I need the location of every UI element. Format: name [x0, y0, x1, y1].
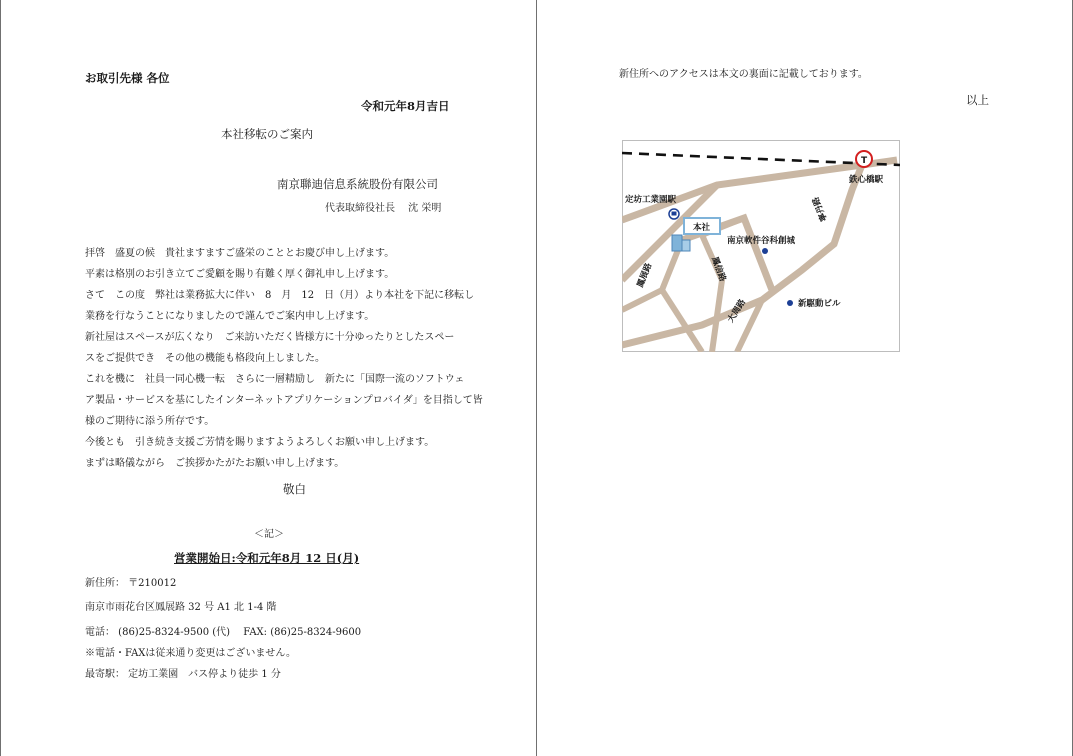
addressee: お取引先様 各位	[85, 71, 170, 85]
poi-label-software-valley: 南京軟件谷科創城	[727, 236, 796, 246]
nearest-station: 最寄駅： 定坊工業園 バス停より徒歩 1 分	[85, 669, 281, 680]
body-line: 拝啓 盛夏の候 貴社ますますご盛栄のこととお慶び申し上げます。	[85, 248, 395, 259]
representative-name: 代表取締役社長 沈 栄明	[325, 203, 442, 214]
building-icon	[672, 235, 682, 251]
body-line: 平素は格別のお引き立てご愛顧を賜り有難く厚く御礼申し上げます。	[85, 269, 395, 280]
end-mark: 以上	[966, 93, 989, 107]
body-line: スをご提供でき その他の機能も格段向上しました。	[85, 353, 325, 364]
body-line: 新社屋はスペースが広くなり ご来訪いただく皆様方に十分ゆったりとしたスペー	[85, 332, 455, 343]
road-label-dazhou: 大周路	[726, 297, 749, 325]
phone-fax-note: ※電話・FAXは従来通り変更はございません。	[85, 648, 297, 659]
station-label-tiexinqiao: 鉄心橋駅	[849, 175, 884, 185]
document-subject: 本社移転のご案内	[221, 127, 313, 141]
access-map-svg	[622, 140, 900, 352]
document-page-right	[537, 0, 1073, 756]
phone-fax: 電話： (86)25-8324-9500 (代) FAX: (86)25-8324-9600	[85, 627, 362, 638]
access-note: 新住所へのアクセスは本文の裏面に記載しております。	[619, 69, 868, 80]
poi-dot-icon	[787, 300, 793, 306]
company-name: 南京聯迪信息系統股份有限公司	[277, 177, 438, 191]
body-line: 今後とも 引き続き支援ご芳情を賜りますようよろしくお願い申し上げます。	[85, 437, 435, 448]
station-label-dingfang: 定坊工業園駅	[625, 195, 677, 205]
headquarters-label: 本社	[693, 223, 711, 233]
body-line: まずは略儀ながら ご挨拶かたがたお願い申し上げます。	[85, 458, 345, 469]
poi-label-xinqudong: 新駆動ビル	[798, 299, 841, 309]
road-label-ningdan: 寧丹路	[810, 195, 830, 223]
closing-phrase: 敬白	[283, 482, 306, 496]
record-heading: ＜記＞	[254, 529, 284, 540]
building-icon-annex	[682, 240, 690, 251]
body-line: 業務を行なうことになりましたので謹んでご案内申し上げます。	[85, 311, 375, 322]
body-line: 様のご期待に添う所存です。	[85, 416, 215, 427]
road-label-fengzhan: 鳳展路	[635, 261, 655, 290]
bus-stop-glyph	[672, 212, 677, 216]
body-line: これを機に 社員一同心機一転 さらに一層精励し 新たに「国際一流のソフトウェ	[85, 374, 465, 385]
metro-symbol: T	[861, 156, 868, 166]
new-postal-code: 新住所： 〒210012	[85, 578, 177, 589]
new-address: 南京市雨花台区鳳展路 32 号 A1 北 1-4 階	[85, 602, 277, 613]
body-line: さて この度 弊社は業務拡大に伴い 8 月 12 日（月）より本社を下記に移転し	[85, 290, 475, 301]
road-label-fengxin: 鳳信路	[709, 255, 728, 284]
access-map	[622, 140, 900, 352]
body-line: ア製品・サービスを基にしたインターネットアプリケーションプロバイダ」を目指して皆	[85, 395, 483, 406]
issue-date: 令和元年8月吉日	[361, 99, 450, 113]
poi-dot-icon	[762, 248, 768, 254]
business-start-date: 営業開始日:令和元年8月 12 日(月)	[174, 551, 360, 565]
